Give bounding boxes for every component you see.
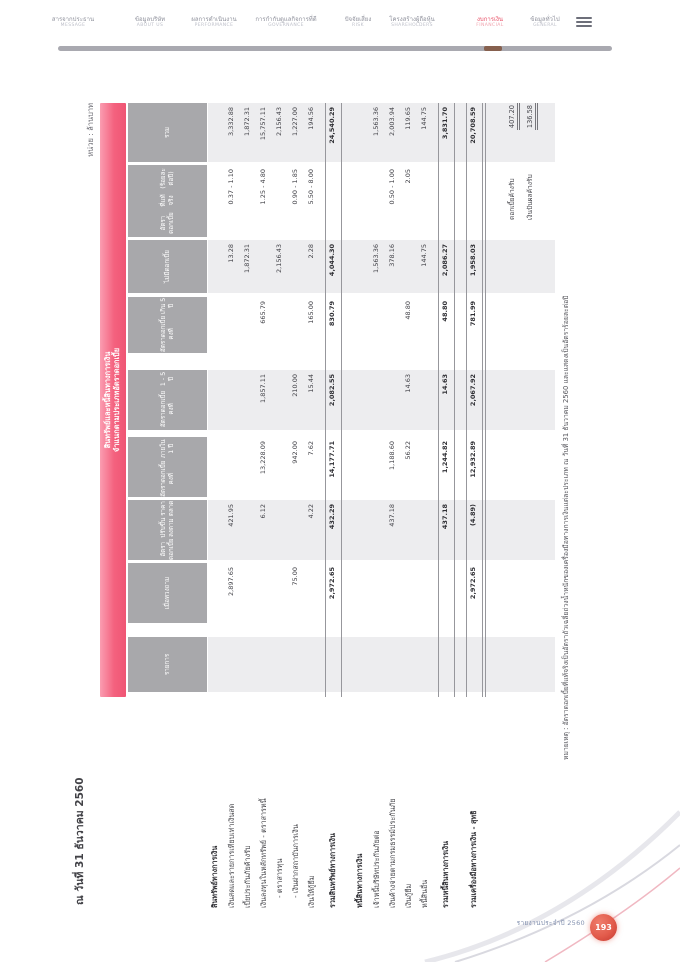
cell-value: 1,227.00 [291,107,299,136]
cell-value: 2.28 [307,244,315,259]
cell-value: 2,082.55 [328,374,336,407]
cell-value: 12,932.89 [469,441,477,478]
cell-value: 0.50 - 1.00 [388,169,396,205]
column-header-5: อัตราดอกเบี้ยคงที่ 1 - 5 ปี [128,370,207,430]
cell-value: 2,156.43 [275,244,283,273]
nav-item-4[interactable]: การกำกับดูแลกิจการที่ดี GOVERNANCE [255,16,317,28]
cell-value: 119.65 [404,107,412,130]
cell-value: 194.56 [307,107,315,130]
cell-value: 4.22 [307,504,315,519]
cell-value: 20,708.59 [469,107,477,144]
cell-value: 0.90 - 1.85 [291,169,299,205]
row-label: เงินกู้ยืม [404,883,413,908]
table-footnote: หมายเหตุ : อัตราดอกเบี้ยที่แท้จริงเป็นอัตราถัวเฉลี่ยถ่วงน้ำหนักของเครื่องมือทางการเงินแต่ละประเภท ณ วันที่ 31 ธันวาคม 2560 และแสดงเป็นอัตราร้อยละต่อปี [562,295,570,760]
cell-value: 144.75 [420,244,428,267]
cell-value: 210.00 [291,374,299,397]
rotated-table-area [55,80,615,910]
cell-value: 3,332.88 [227,107,235,136]
cell-value: 781.99 [469,301,477,327]
cell-value: 48.80 [404,301,412,320]
cell-value: 942.00 [291,441,299,464]
table-banner-line2: จำแนกตามประเภทอัตราดอกเบี้ย [112,347,121,453]
cell-value: 0.37 - 1.10 [227,169,235,205]
cell-value: 1,872.31 [243,107,251,136]
nav-item-8[interactable]: ข้อมูลทั่วไป GENERAL [530,16,560,28]
row-label: เงินให้กู้ยืม [307,875,316,908]
column-shade-1 [208,637,555,692]
cell-value: 3,831.70 [441,107,449,140]
row-label: - ตราสารทุน [275,858,284,898]
cell-value: 1,958.03 [469,244,477,277]
row-label: - เงินฝากสถาบันการเงิน [291,824,300,898]
cell-value: 75.00 [291,567,299,586]
column-shade-7 [208,240,555,293]
cell-value: 14,177.71 [328,441,336,478]
nav-progress-bar[interactable] [58,46,612,51]
cell-value: 2,897.65 [227,567,235,596]
section-header-1: สินทรัพย์ทางการเงิน [210,845,219,908]
cell-value: 2,972.65 [328,567,336,600]
row-label: เบี้ยประกันภัยค้างรับ [243,845,252,908]
cell-value: 15.44 [307,374,315,393]
row-label: เงินลงทุนในหลักทรัพย์ - ตราสารหนี้ [259,798,268,908]
row-label: เจ้าหนี้บริษัทประกันภัยต่อ [372,830,381,908]
unit-label: หน่วย : ล้านบาท [86,103,95,157]
column-header-4: อัตราดอกเบี้ยคงที่ ภายใน 1 ปี [128,437,207,497]
total-rule-top [438,103,439,697]
nav-item-1[interactable]: สารจากประธาน MESSAGE [51,16,95,28]
nav-active-marker [484,46,502,51]
row-label: รวมเครื่องมือทางการเงิน - สุทธิ [469,810,478,908]
cell-value: 2,156.43 [275,107,283,136]
cell-value: 165.00 [307,301,315,324]
column-header-7: ไม่มี ดอกเบี้ย [128,240,207,293]
page-number-badge: 193 [590,914,617,941]
cell-value: 437.18 [388,504,396,527]
menu-icon[interactable] [576,17,592,29]
nav-item-5[interactable]: ปัจจัยเสี่ยง RISK [344,16,372,28]
cell-value: 421.95 [227,504,235,527]
cell-value: 1,857.11 [259,374,267,403]
cell-value: 144.75 [420,107,428,130]
cell-value: 830.79 [328,301,336,327]
cell-value: 1,563.36 [372,107,380,136]
cell-value: 2.05 [404,169,412,184]
row-label: รวมสินทรัพย์ทางการเงิน [328,833,337,908]
grand-rule-bottom-1 [482,103,483,697]
column-header-1: รายการ [128,637,207,692]
column-header-6: อัตราดอกเบี้ยคงที่ เกิน 5 ปี [128,297,207,353]
cell-value: (4.89) [469,504,477,526]
cell-value: 1,244.82 [441,441,449,474]
table-banner-line1: สินทรัพย์และหนี้สินทางการเงิน [103,351,113,449]
table-banner [100,103,126,697]
column-header-8: อัตราดอกเบี้ย ที่แท้จริง (ร้อยละต่อปี) [128,165,207,237]
report-label: รายงานประจำปี 2560 [516,919,585,927]
cell-value: 15,757.11 [259,107,267,141]
cell-value: 2,086.27 [441,244,449,277]
cell-value: 48.80 [441,301,449,322]
cell-value: 24,540.29 [328,107,336,144]
cell-value: 437.18 [441,504,449,530]
cell-value: 6.12 [259,504,267,519]
cell-value: 7.62 [307,441,315,456]
cell-value: 13,228.09 [259,441,267,475]
cell-value: 5.50 - 8.00 [307,169,315,205]
row-label: หนี้สินอื่น [420,879,429,908]
cell-value: 2,067.92 [469,374,477,407]
column-header-3: อัตราดอกเบี้ย ปรับขึ้นลงตาม ราคาตลาด [128,500,207,560]
section-header-2: หนี้สินทางการเงิน [355,853,364,908]
row-label: เงินสดและรายการเทียบเท่าเงินสด [227,803,236,908]
cell-value: 1,563.36 [372,244,380,273]
column-header-2: เมื่อ ทวงถาม [128,563,207,623]
cell-value: 1,188.60 [388,441,396,470]
nav-item-2[interactable]: ข้อมูลบริษัท ABOUT US [134,16,166,28]
nav-item-3[interactable]: ผลการดำเนินงาน PERFORMANCE [191,16,237,28]
cell-value: 14.63 [441,374,449,395]
total-rule-top [325,103,326,697]
nav-item-7[interactable]: งบการเงิน FINANCIAL [476,16,504,28]
cell-value: 56.22 [404,441,412,460]
cell-value: 4,044.30 [328,244,336,277]
cell-value: 13.28 [227,244,235,263]
grand-rule-bottom-2 [485,103,486,697]
cell-value: 432.29 [328,504,336,530]
cell-value: 378.16 [388,244,396,267]
cell-value: 14.63 [404,374,412,393]
cell-value: 665.79 [259,301,267,324]
total-rule-bottom [341,103,342,697]
page-title: ณ วันที่ 31 ธันวาคม 2560 [74,777,86,905]
extra-item-2: เงินปันผลค้างรับ 136.58 [524,103,538,220]
section-nav [0,0,680,60]
extra-item-1: ดอกเบี้ยค้างรับ 407.20 [506,103,520,220]
cell-value: 2,972.65 [469,567,477,600]
nav-item-6[interactable]: โครงสร้างผู้ถือหุ้น SHAREHOLDERS [389,16,435,28]
cell-value: 2,003.94 [388,107,396,136]
grand-rule-top [466,103,467,697]
cell-value: 1,872.31 [243,244,251,273]
row-label: รวมหนี้สินทางการเงิน [441,841,450,908]
row-label: เงินค้างจ่ายตามกรมธรรม์ประกันภัย [388,798,397,908]
total-rule-bottom [454,103,455,697]
column-header-9: รวม [128,103,207,162]
cell-value: 1.25 - 4.80 [259,169,267,205]
